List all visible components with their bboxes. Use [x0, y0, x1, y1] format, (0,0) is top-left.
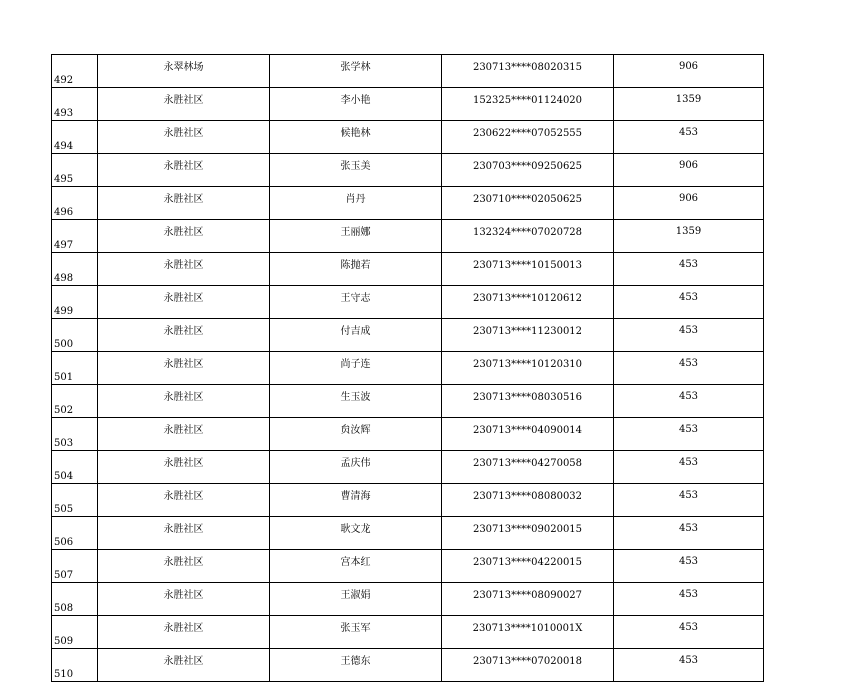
unit-cell: 永胜社区 [98, 583, 270, 616]
row-number-cell: 506 [52, 517, 98, 550]
unit-cell: 永胜社区 [98, 550, 270, 583]
table-row [52, 220, 764, 253]
person-name-cell: 肖丹 [270, 187, 442, 220]
row-number-cell: 495 [52, 154, 98, 187]
row-number-cell: 499 [52, 286, 98, 319]
person-name-cell: 曹清海 [270, 484, 442, 517]
id-number-cell: 230713****10150013 [442, 253, 614, 286]
amount-cell: 453 [614, 583, 764, 616]
amount-cell: 906 [614, 154, 764, 187]
id-number-cell: 230713****11230012 [442, 319, 614, 352]
table-row [52, 187, 764, 220]
id-number-cell: 132324****07020728 [442, 220, 614, 253]
table-row [52, 121, 764, 154]
unit-cell: 永翠林场 [98, 55, 270, 88]
amount-cell: 453 [614, 121, 764, 154]
id-number-cell: 230713****09020015 [442, 517, 614, 550]
table-row [52, 484, 764, 517]
amount-cell: 453 [614, 484, 764, 517]
unit-cell: 永胜社区 [98, 418, 270, 451]
table-row [52, 253, 764, 286]
id-number-cell: 230713****08090027 [442, 583, 614, 616]
amount-cell: 453 [614, 418, 764, 451]
id-number-cell: 230713****10120612 [442, 286, 614, 319]
row-number-cell: 503 [52, 418, 98, 451]
person-name-cell: 生玉波 [270, 385, 442, 418]
person-name-cell: 付吉成 [270, 319, 442, 352]
person-name-cell: 孟庆伟 [270, 451, 442, 484]
table-body [52, 55, 764, 682]
amount-cell: 453 [614, 550, 764, 583]
id-number-cell: 152325****01124020 [442, 88, 614, 121]
amount-cell: 906 [614, 187, 764, 220]
id-number-cell: 230713****08020315 [442, 55, 614, 88]
amount-cell: 1359 [614, 88, 764, 121]
unit-cell: 永胜社区 [98, 88, 270, 121]
table-row [52, 517, 764, 550]
unit-cell: 永胜社区 [98, 451, 270, 484]
amount-cell: 453 [614, 253, 764, 286]
table-row [52, 352, 764, 385]
amount-cell: 453 [614, 319, 764, 352]
unit-cell: 永胜社区 [98, 220, 270, 253]
row-number-cell: 494 [52, 121, 98, 154]
id-number-cell: 230713****04220015 [442, 550, 614, 583]
person-name-cell: 王丽娜 [270, 220, 442, 253]
id-number-cell: 230713****1010001X [442, 616, 614, 649]
unit-cell: 永胜社区 [98, 187, 270, 220]
unit-cell: 永胜社区 [98, 517, 270, 550]
row-number-cell: 509 [52, 616, 98, 649]
row-number-cell: 492 [52, 55, 98, 88]
row-number-cell: 505 [52, 484, 98, 517]
unit-cell: 永胜社区 [98, 649, 270, 682]
unit-cell: 永胜社区 [98, 253, 270, 286]
amount-cell: 453 [614, 451, 764, 484]
row-number-cell: 510 [52, 649, 98, 682]
unit-cell: 永胜社区 [98, 352, 270, 385]
table-row [52, 286, 764, 319]
table-row [52, 583, 764, 616]
row-number-cell: 493 [52, 88, 98, 121]
unit-cell: 永胜社区 [98, 286, 270, 319]
person-name-cell: 尚子连 [270, 352, 442, 385]
row-number-cell: 498 [52, 253, 98, 286]
amount-cell: 453 [614, 352, 764, 385]
id-number-cell: 230713****04270058 [442, 451, 614, 484]
table-row [52, 451, 764, 484]
id-number-cell: 230713****10120310 [442, 352, 614, 385]
row-number-cell: 496 [52, 187, 98, 220]
amount-cell: 453 [614, 517, 764, 550]
amount-cell: 906 [614, 55, 764, 88]
id-number-cell: 230713****08030516 [442, 385, 614, 418]
unit-cell: 永胜社区 [98, 319, 270, 352]
unit-cell: 永胜社区 [98, 121, 270, 154]
amount-cell: 453 [614, 649, 764, 682]
unit-cell: 永胜社区 [98, 154, 270, 187]
person-name-cell: 宫本红 [270, 550, 442, 583]
person-name-cell: 候艳林 [270, 121, 442, 154]
table-row [52, 55, 764, 88]
person-name-cell: 陈抛若 [270, 253, 442, 286]
table-row [52, 649, 764, 682]
person-name-cell: 王守志 [270, 286, 442, 319]
row-number-cell: 504 [52, 451, 98, 484]
table-row [52, 616, 764, 649]
amount-cell: 453 [614, 385, 764, 418]
subsidy-table [51, 54, 764, 682]
id-number-cell: 230713****07020018 [442, 649, 614, 682]
row-number-cell: 508 [52, 583, 98, 616]
table-row [52, 418, 764, 451]
person-name-cell: 贠汝辉 [270, 418, 442, 451]
id-number-cell: 230710****02050625 [442, 187, 614, 220]
table-row [52, 385, 764, 418]
table-row [52, 154, 764, 187]
row-number-cell: 507 [52, 550, 98, 583]
row-number-cell: 501 [52, 352, 98, 385]
person-name-cell: 张学林 [270, 55, 442, 88]
unit-cell: 永胜社区 [98, 484, 270, 517]
amount-cell: 453 [614, 616, 764, 649]
person-name-cell: 王淑娟 [270, 583, 442, 616]
unit-cell: 永胜社区 [98, 385, 270, 418]
table-row [52, 88, 764, 121]
amount-cell: 453 [614, 286, 764, 319]
person-name-cell: 耿文龙 [270, 517, 442, 550]
row-number-cell: 500 [52, 319, 98, 352]
person-name-cell: 王德东 [270, 649, 442, 682]
row-number-cell: 497 [52, 220, 98, 253]
table-row [52, 319, 764, 352]
id-number-cell: 230703****09250625 [442, 154, 614, 187]
person-name-cell: 李小艳 [270, 88, 442, 121]
amount-cell: 1359 [614, 220, 764, 253]
row-number-cell: 502 [52, 385, 98, 418]
unit-cell: 永胜社区 [98, 616, 270, 649]
id-number-cell: 230713****08080032 [442, 484, 614, 517]
table-row [52, 550, 764, 583]
person-name-cell: 张玉美 [270, 154, 442, 187]
id-number-cell: 230713****04090014 [442, 418, 614, 451]
person-name-cell: 张玉军 [270, 616, 442, 649]
id-number-cell: 230622****07052555 [442, 121, 614, 154]
